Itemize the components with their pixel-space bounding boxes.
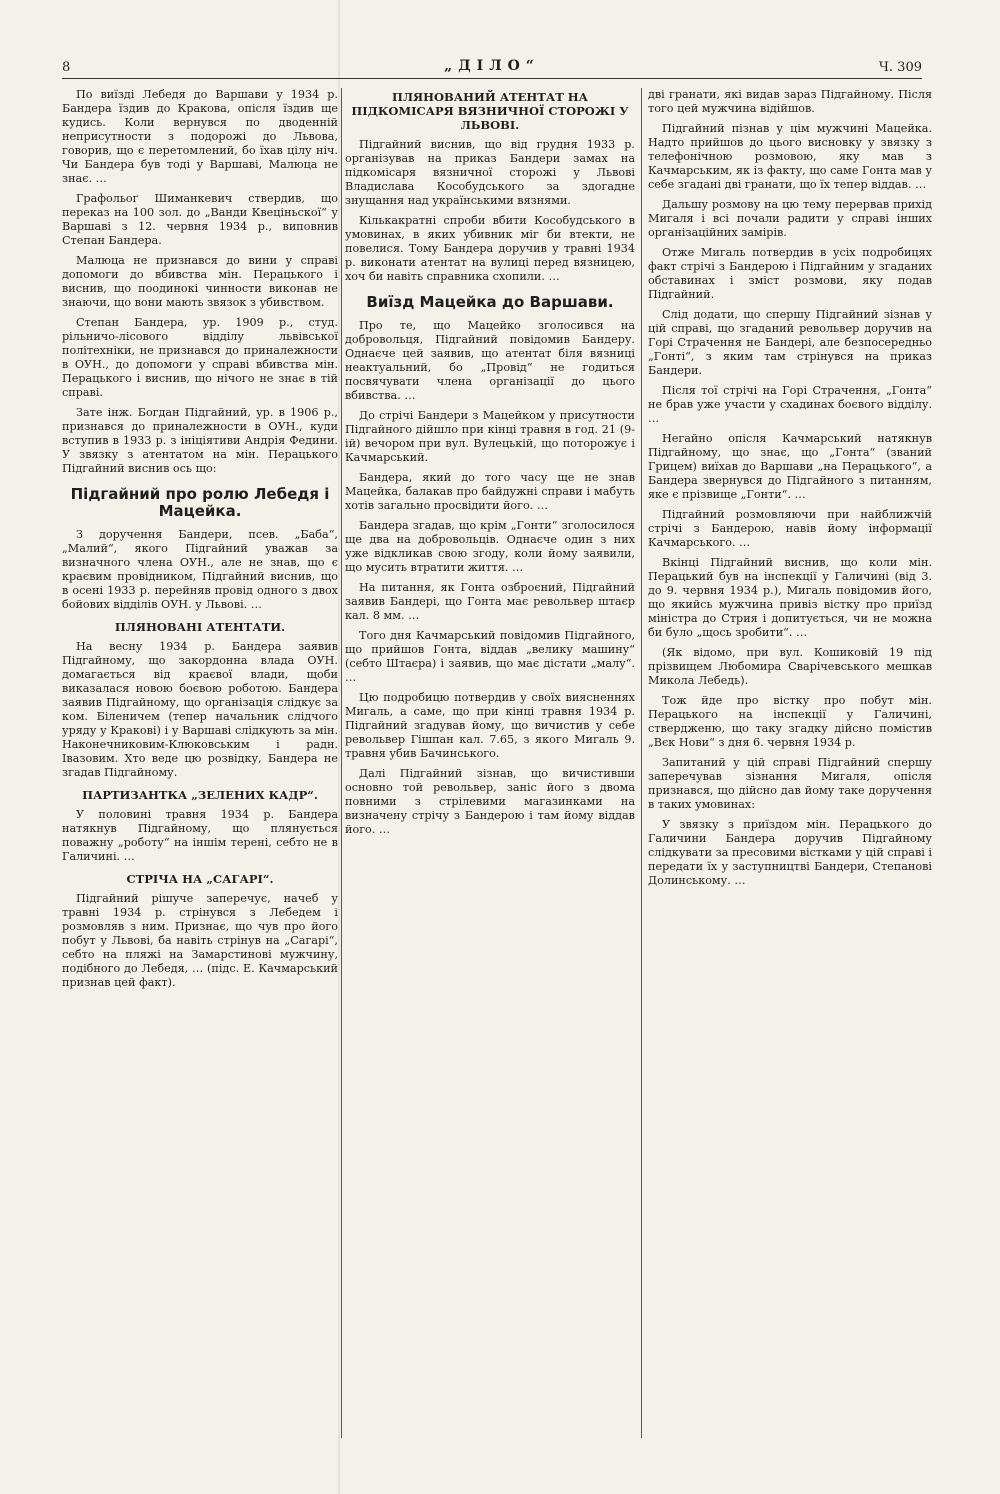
paragraph: (Як відомо, при вул. Кошиковій 19 під прізвищем Любомира Сварічевського мешкав Микола Лебедь). [648, 646, 932, 687]
paragraph: Запитаний у цій справі Підгайний спершу заперечував зізнання Мигаля, опісля признався, що дійсно дав йому таке доручення в таких умовинах: [648, 756, 932, 811]
paragraph: З доручення Бандери, псев. „Баба“, „Малий“, якого Підгайний уважав за визначного члена ОУН., але не знав, що є краєвим провідником, Підгайний виснив, що в осені 1933 р. перейняв провід одного з двох бойових відділів ОУН. у Львові. … [62, 528, 338, 611]
paragraph: Дальшу розмову на цю тему перервав прихід Мигаля і всі почали радити у справі інших організаційних замірів. [648, 198, 932, 239]
paragraph: Підгайний розмовляючи при найближчій стрічі з Бандерою, навів йому інформації Качмарського. … [648, 508, 932, 549]
newspaper-title: „ДІЛО“ [444, 58, 540, 74]
paragraph: Бандера, який до того часу ще не знав Мацейка, балакав про байдужні справи і мабуть хотів загально просвідити його. … [345, 471, 635, 512]
column-3 [648, 88, 932, 1438]
paragraph: Слід додати, що спершу Підгайний зізнав у цій справі, що згаданий револьвер доручив на Горі Страчення не Бандері, але безпосередньо „Гонті“, з яким там стрінувся на приказ Бандери. [648, 308, 932, 377]
subheading: ПЛЯНОВАНИЙ АТЕНТАТ НА ПІДКОМІСАРЯ ВЯЗНИЧНОЇ СТОРОЖІ У ЛЬВОВІ. [351, 90, 629, 132]
section-heading: Підгайний про ролю Лебедя і Мацейка. [70, 485, 330, 520]
paragraph: У звязку з приїздом мін. Перацького до Галичини Бандера доручив Підгайному слідкувати за пресовими вістками у цій справі і передати їх у заступництві Бандери, Степанові Долинському. … [648, 818, 932, 887]
page-fold-shadow [338, 0, 340, 1494]
paragraph: Вкінці Підгайний виснив, що коли мін. Перацький був на інспекції у Галичині (від 3. до 9. червня 1934 р.), Мигаль повідомив його, що якийсь мужчина привіз вістку про приїзд міністра до Стрия і допитується, чи не можна би було „щось зробити“. … [648, 556, 932, 639]
paragraph: На питання, як Гонта озброєний, Підгайний заявив Бандері, що Гонта має револьвер штаєр кал. 8 мм. … [345, 581, 635, 622]
paragraph: Негайно опісля Качмарський натякнув Підгайному, що знає, що „Гонта“ (званий Грицем) виїхав до Варшави „на Перацького“, а Бандера звернувся до Підгайного з питанням, яке є прізвище „Гонти“. … [648, 432, 932, 501]
paragraph: На весну 1934 р. Бандера заявив Підгайному, що закордонна влада ОУН. домагається від краєвої влади, щоби виказалася новою боєвою роботою. Бандера заявив Підгайному, що організація слідкує за ком. Біленичем (тепер начальник слідчого уряду у Кракові) і у Варшаві слідкують за мін. Наконечниковим-Клюковським і радн. Івазовим. Хто веде цю розвідку, Бандера не згадав Підгайному. [62, 640, 338, 779]
paragraph: До стрічі Бандери з Мацейком у присутности Підгайного дійшло при кінці травня в год. 21 (9-ій) вечором при вул. Вулецькій, що поторожує і Качмарський. [345, 409, 635, 464]
paragraph: Того дня Качмарський повідомив Підгайного, що прийшов Гонта, віддав „велику машину“ (себто Штаєра) і заявив, що має дістати „малу“. … [345, 629, 635, 684]
issue-number: Ч. 309 [878, 60, 922, 75]
paragraph: Малюца не признався до вини у справі допомоги до вбивства мін. Перацького і виснив, що поодинокі чинности виконав не знаючи, що вони мають звязок з убивством. [62, 254, 338, 309]
paragraph: Підгайний виснив, що від грудня 1933 р. організував на приказ Бандери замах на підкомісаря вязничної сторожі у Львові Владислава Кособудського за здогадне знущання над українськими вязнями. [345, 138, 635, 207]
paragraph: Підгайний пізнав у цім мужчині Мацейка. Надто прийшов до цього висновку у звязку з телефонічною розмовою, яку мав з Качмарським, як із факту, що саме Гонта мав у себе згадані дві гранати, що їх тепер віддав. … [648, 122, 932, 191]
subheading: ПАРТИЗАНТКА „ЗЕЛЕНИХ КАДР“. [82, 788, 318, 802]
paragraph: Кількакратні спроби вбити Кособудського в умовинах, в яких убивник міг би втекти, не повелися. Тому Бандера доручив у травні 1934 р. виконати атентат на вулиці перед вязницею, хоч би навіть справника схопили. … [345, 214, 635, 283]
paragraph: Степан Бандера, ур. 1909 р., студ. рільничо-лісового відділу львівської політехніки, не признався до приналежности в ОУН., до допомоги у справі вбивства мін. Перацького і виснив, що нічого не знає в тій справі. [62, 316, 338, 399]
paragraph: По виїзді Лебедя до Варшави у 1934 р. Бандера їздив до Кракова, опісля їздив ще кудись. Коли вернувся по дводенній неприсутности з подорожі до Львова, говорив, що є перетомлений, бо їхав цілу ніч. Чи Бандера був тоді у Варшаві, Малюца не знає. … [62, 88, 338, 185]
paragraph: Цю подробицю потвердив у своїх виясненнях Мигаль, а саме, що при кінці травня 1934 р. Підгайний згадував йому, що вичистив у себе револьвер Гішпан кал. 7.65, з якого Мигаль 9. травня убив Бачинського. [345, 691, 635, 760]
paragraph: Про те, що Мацейко зголосився на добровольця, Підгайний повідомив Бандеру. Однаєче цей заявив, що атентат біля вязниці неактуальний, бо „Провід“ не годиться посвячувати члена організації до цього вбивства. … [345, 319, 635, 402]
column-rule-1 [341, 88, 342, 1438]
page-number: 8 [62, 60, 71, 75]
paragraph: Далі Підгайний зізнав, що вичистивши основно той револьвер, заніс його з двома повними з стрілевими магазинками на визначену стрічу з Бандерою і там йому віддав його. … [345, 767, 635, 836]
paragraph: Зате інж. Богдан Підгайний, ур. в 1906 р., признався до приналежности в ОУН., куди вступив в 1933 р. з ініціятиви Андрія Федини. У звязку з атентатом на мін. Перацького Підгайний виснив ось що: [62, 406, 338, 475]
paragraph: Отже Мигаль потвердив в усіх подробицях факт стрічі з Бандерою і Підгайним у згаданих обставинах і зміст розмови, яку подав Підгайний. [648, 246, 932, 301]
column-rule-2 [641, 88, 642, 1438]
paragraph: дві гранати, які видав зараз Підгайному. Після того цей мужчина відійшов. [648, 88, 932, 115]
subheading: ПЛЯНОВАНІ АТЕНТАТИ. [114, 620, 286, 634]
paragraph: Підгайний рішуче заперечує, начеб у травні 1934 р. стрінувся з Лебедем і розмовляв з ним. Признає, що чув про його побут у Львові, ба навіть стрінув на „Сагарі“, себто на пляжі на Замарстинові мужчину, подібного до Лебедя, … (підс. Е. Качмарський признав цей факт). [62, 892, 338, 989]
column-2 [345, 88, 635, 1438]
paragraph: Графольоґ Шиманкевич ствердив, що переказ на 100 зол. до „Ванди Квеціньскої“ у Варшаві з 12. червня 1934 р., виповнив Степан Бандера. [62, 192, 338, 247]
column-1 [62, 88, 338, 1438]
paragraph: Бандера згадав, що крім „Гонти“ зголосилося ще два на добровольців. Однаєче один з них уже відкликав свою згоду, коли йому заявили, що мусить втратити життя. … [345, 519, 635, 574]
subheading: СТРІЧА НА „САГАРІ“. [126, 872, 274, 886]
paragraph: У половині травня 1934 р. Бандера натякнув Підгайному, що плянується поважну „роботу“ на іншім терені, себто не в Галичині. … [62, 808, 338, 863]
paragraph: Після тої стрічі на Горі Страчення, „Гонта“ не брав уже участи у схадинах боєвого відділу. … [648, 384, 932, 425]
page-header [62, 58, 922, 79]
section-heading: Виїзд Мацейка до Варшави. [366, 293, 614, 311]
paragraph: Тож йде про вістку про побут мін. Перацького на інспекції у Галичині, ствердженю, що таку згадку дійсно помістив „Вєк Нови“ з дня 6. червня 1934 р. [648, 694, 932, 749]
